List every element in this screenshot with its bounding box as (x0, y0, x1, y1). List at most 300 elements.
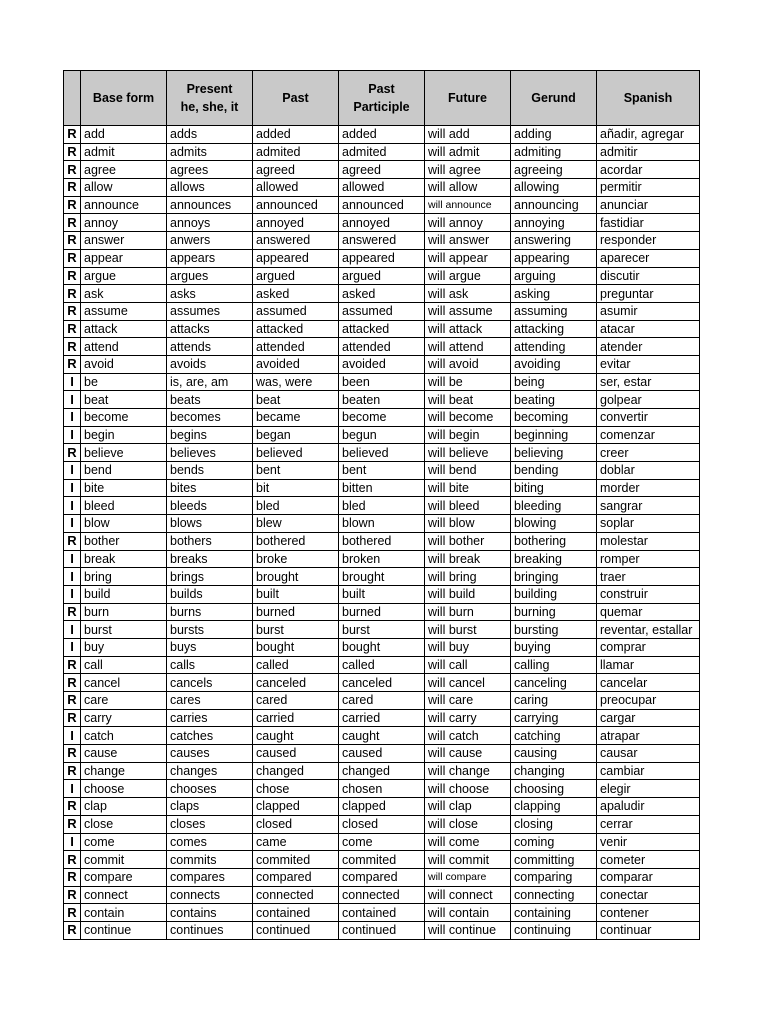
past-cell: bought (253, 638, 339, 656)
participle-cell: beaten (339, 391, 425, 409)
participle-cell: attacked (339, 320, 425, 338)
future-cell: will burn (425, 603, 511, 621)
type-cell: R (64, 851, 81, 869)
future-cell: will continue (425, 921, 511, 939)
present-cell: adds (167, 126, 253, 144)
past-cell: agreed (253, 161, 339, 179)
spanish-cell: preguntar (597, 285, 700, 303)
type-cell: R (64, 267, 81, 285)
past-cell: carried (253, 709, 339, 727)
present-cell: compares (167, 868, 253, 886)
spanish-cell: sangrar (597, 497, 700, 515)
gerund-cell: asking (511, 285, 597, 303)
present-cell: allows (167, 179, 253, 197)
table-row (64, 780, 700, 798)
present-cell: claps (167, 798, 253, 816)
present-cell: appears (167, 249, 253, 267)
gerund-cell: comparing (511, 868, 597, 886)
past-cell: announced (253, 196, 339, 214)
spanish-cell: admitir (597, 143, 700, 161)
spanish-cell: evitar (597, 355, 700, 373)
past-cell: brought (253, 568, 339, 586)
past-cell: attended (253, 338, 339, 356)
gerund-cell: attacking (511, 320, 597, 338)
future-cell: will annoy (425, 214, 511, 232)
table-row (64, 249, 700, 267)
header-participle-line1: Past (368, 82, 395, 96)
base-form-cell: bite (81, 479, 167, 497)
participle-cell: connected (339, 886, 425, 904)
present-cell: admits (167, 143, 253, 161)
spanish-cell: comenzar (597, 426, 700, 444)
base-form-cell: cause (81, 745, 167, 763)
participle-cell: bled (339, 497, 425, 515)
future-cell: will admit (425, 143, 511, 161)
present-cell: asks (167, 285, 253, 303)
spanish-cell: golpear (597, 391, 700, 409)
base-form-cell: continue (81, 921, 167, 939)
future-cell: will buy (425, 638, 511, 656)
gerund-cell: blowing (511, 515, 597, 533)
future-cell: will cancel (425, 674, 511, 692)
base-form-cell: add (81, 126, 167, 144)
participle-cell: become (339, 409, 425, 427)
past-cell: canceled (253, 674, 339, 692)
type-cell: I (64, 462, 81, 480)
table-row (64, 851, 700, 869)
present-cell: calls (167, 656, 253, 674)
gerund-cell: connecting (511, 886, 597, 904)
table-row (64, 143, 700, 161)
type-cell: R (64, 798, 81, 816)
future-cell: will agree (425, 161, 511, 179)
gerund-cell: buying (511, 638, 597, 656)
present-cell: announces (167, 196, 253, 214)
spanish-cell: acordar (597, 161, 700, 179)
table-row (64, 904, 700, 922)
past-cell: built (253, 585, 339, 603)
participle-cell: bought (339, 638, 425, 656)
header-participle-line2: Participle (353, 100, 410, 114)
header-future: Future (425, 71, 511, 126)
header-present-line1: Present (186, 82, 233, 96)
gerund-cell: assuming (511, 302, 597, 320)
base-form-cell: clap (81, 798, 167, 816)
participle-cell: agreed (339, 161, 425, 179)
table-row (64, 338, 700, 356)
spanish-cell: continuar (597, 921, 700, 939)
gerund-cell: beating (511, 391, 597, 409)
spanish-cell: soplar (597, 515, 700, 533)
table-row (64, 798, 700, 816)
base-form-cell: beat (81, 391, 167, 409)
table-row (64, 568, 700, 586)
present-cell: is, are, am (167, 373, 253, 391)
gerund-cell: believing (511, 444, 597, 462)
participle-cell: chosen (339, 780, 425, 798)
future-cell: will carry (425, 709, 511, 727)
future-cell: will argue (425, 267, 511, 285)
gerund-cell: biting (511, 479, 597, 497)
table-row (64, 692, 700, 710)
type-cell: R (64, 143, 81, 161)
present-cell: becomes (167, 409, 253, 427)
present-cell: annoys (167, 214, 253, 232)
past-cell: beat (253, 391, 339, 409)
participle-cell: changed (339, 762, 425, 780)
participle-cell: assumed (339, 302, 425, 320)
gerund-cell: bringing (511, 568, 597, 586)
present-cell: anwers (167, 232, 253, 250)
past-cell: annoyed (253, 214, 339, 232)
gerund-cell: carrying (511, 709, 597, 727)
gerund-cell: coming (511, 833, 597, 851)
past-cell: contained (253, 904, 339, 922)
present-cell: attends (167, 338, 253, 356)
header-spanish: Spanish (597, 71, 700, 126)
present-cell: bothers (167, 532, 253, 550)
table-row (64, 603, 700, 621)
future-cell: will begin (425, 426, 511, 444)
base-form-cell: change (81, 762, 167, 780)
base-form-cell: argue (81, 267, 167, 285)
type-cell: R (64, 904, 81, 922)
gerund-cell: agreeing (511, 161, 597, 179)
spanish-cell: fastidiar (597, 214, 700, 232)
past-cell: commited (253, 851, 339, 869)
spanish-cell: añadir, agregar (597, 126, 700, 144)
present-cell: catches (167, 727, 253, 745)
spanish-cell: creer (597, 444, 700, 462)
table-row (64, 355, 700, 373)
spanish-cell: permitir (597, 179, 700, 197)
participle-cell: allowed (339, 179, 425, 197)
spanish-cell: quemar (597, 603, 700, 621)
type-cell: R (64, 674, 81, 692)
table-row (64, 409, 700, 427)
spanish-cell: comprar (597, 638, 700, 656)
past-cell: appeared (253, 249, 339, 267)
type-cell: R (64, 355, 81, 373)
spanish-cell: cancelar (597, 674, 700, 692)
participle-cell: been (339, 373, 425, 391)
spanish-cell: apaludir (597, 798, 700, 816)
participle-cell: commited (339, 851, 425, 869)
gerund-cell: answering (511, 232, 597, 250)
present-cell: causes (167, 745, 253, 763)
table-row (64, 214, 700, 232)
type-cell: I (64, 426, 81, 444)
present-cell: cancels (167, 674, 253, 692)
table-row (64, 515, 700, 533)
future-cell: will bring (425, 568, 511, 586)
participle-cell: caught (339, 727, 425, 745)
base-form-cell: burn (81, 603, 167, 621)
type-cell: R (64, 656, 81, 674)
table-row (64, 550, 700, 568)
future-cell: will appear (425, 249, 511, 267)
participle-cell: appeared (339, 249, 425, 267)
participle-cell: canceled (339, 674, 425, 692)
base-form-cell: bend (81, 462, 167, 480)
participle-cell: argued (339, 267, 425, 285)
gerund-cell: choosing (511, 780, 597, 798)
future-cell: will close (425, 815, 511, 833)
base-form-cell: connect (81, 886, 167, 904)
future-cell: will catch (425, 727, 511, 745)
spanish-cell: conectar (597, 886, 700, 904)
present-cell: believes (167, 444, 253, 462)
past-cell: admited (253, 143, 339, 161)
base-form-cell: announce (81, 196, 167, 214)
participle-cell: asked (339, 285, 425, 303)
future-cell: will answer (425, 232, 511, 250)
present-cell: argues (167, 267, 253, 285)
spanish-cell: responder (597, 232, 700, 250)
gerund-cell: beginning (511, 426, 597, 444)
table-row (64, 444, 700, 462)
past-cell: caused (253, 745, 339, 763)
participle-cell: bothered (339, 532, 425, 550)
gerund-cell: clapping (511, 798, 597, 816)
base-form-cell: bother (81, 532, 167, 550)
base-form-cell: cancel (81, 674, 167, 692)
future-cell: will blow (425, 515, 511, 533)
gerund-cell: catching (511, 727, 597, 745)
present-cell: continues (167, 921, 253, 939)
future-cell: will build (425, 585, 511, 603)
past-cell: believed (253, 444, 339, 462)
gerund-cell: annoying (511, 214, 597, 232)
participle-cell: added (339, 126, 425, 144)
spanish-cell: comparar (597, 868, 700, 886)
future-cell: will add (425, 126, 511, 144)
past-cell: came (253, 833, 339, 851)
table-body (64, 126, 700, 940)
spanish-cell: llamar (597, 656, 700, 674)
table-row (64, 267, 700, 285)
future-cell: will believe (425, 444, 511, 462)
base-form-cell: carry (81, 709, 167, 727)
participle-cell: announced (339, 196, 425, 214)
future-cell: will cause (425, 745, 511, 763)
past-cell: cared (253, 692, 339, 710)
base-form-cell: call (81, 656, 167, 674)
gerund-cell: bothering (511, 532, 597, 550)
type-cell: I (64, 550, 81, 568)
present-cell: begins (167, 426, 253, 444)
participle-cell: admited (339, 143, 425, 161)
type-cell: R (64, 762, 81, 780)
type-cell: R (64, 214, 81, 232)
type-cell: I (64, 409, 81, 427)
participle-cell: burned (339, 603, 425, 621)
type-cell: I (64, 479, 81, 497)
present-cell: contains (167, 904, 253, 922)
gerund-cell: changing (511, 762, 597, 780)
gerund-cell: building (511, 585, 597, 603)
base-form-cell: bleed (81, 497, 167, 515)
table-row (64, 285, 700, 303)
type-cell: R (64, 745, 81, 763)
participle-cell: clapped (339, 798, 425, 816)
base-form-cell: become (81, 409, 167, 427)
base-form-cell: blow (81, 515, 167, 533)
present-cell: connects (167, 886, 253, 904)
gerund-cell: canceling (511, 674, 597, 692)
present-cell: attacks (167, 320, 253, 338)
future-cell: will attack (425, 320, 511, 338)
future-cell: will avoid (425, 355, 511, 373)
gerund-cell: arguing (511, 267, 597, 285)
type-cell: R (64, 196, 81, 214)
past-cell: clapped (253, 798, 339, 816)
spanish-cell: atacar (597, 320, 700, 338)
type-cell: I (64, 780, 81, 798)
future-cell: will clap (425, 798, 511, 816)
future-cell: will commit (425, 851, 511, 869)
gerund-cell: being (511, 373, 597, 391)
past-cell: burst (253, 621, 339, 639)
participle-cell: called (339, 656, 425, 674)
type-cell: I (64, 515, 81, 533)
present-cell: cares (167, 692, 253, 710)
participle-cell: answered (339, 232, 425, 250)
type-cell: R (64, 179, 81, 197)
participle-cell: carried (339, 709, 425, 727)
type-cell: R (64, 126, 81, 144)
spanish-cell: convertir (597, 409, 700, 427)
spanish-cell: cambiar (597, 762, 700, 780)
table-row (64, 426, 700, 444)
participle-cell: come (339, 833, 425, 851)
future-cell: will become (425, 409, 511, 427)
participle-cell: compared (339, 868, 425, 886)
participle-cell: bitten (339, 479, 425, 497)
spanish-cell: cargar (597, 709, 700, 727)
future-cell: will choose (425, 780, 511, 798)
table-row (64, 462, 700, 480)
past-cell: blew (253, 515, 339, 533)
table-row (64, 762, 700, 780)
spanish-cell: atender (597, 338, 700, 356)
header-present (167, 71, 253, 126)
type-cell: R (64, 285, 81, 303)
gerund-cell: closing (511, 815, 597, 833)
base-form-cell: catch (81, 727, 167, 745)
spanish-cell: venir (597, 833, 700, 851)
base-form-cell: admit (81, 143, 167, 161)
type-cell: R (64, 886, 81, 904)
past-cell: broke (253, 550, 339, 568)
gerund-cell: caring (511, 692, 597, 710)
header-row (64, 71, 700, 126)
spanish-cell: atrapar (597, 727, 700, 745)
header-present-line2: he, she, it (180, 100, 239, 114)
present-cell: blows (167, 515, 253, 533)
gerund-cell: allowing (511, 179, 597, 197)
table-row (64, 745, 700, 763)
spanish-cell: asumir (597, 302, 700, 320)
participle-cell: broken (339, 550, 425, 568)
past-cell: bothered (253, 532, 339, 550)
present-cell: beats (167, 391, 253, 409)
present-cell: bites (167, 479, 253, 497)
table-row (64, 126, 700, 144)
gerund-cell: continuing (511, 921, 597, 939)
table-row (64, 833, 700, 851)
table-row (64, 373, 700, 391)
type-cell: R (64, 302, 81, 320)
base-form-cell: answer (81, 232, 167, 250)
participle-cell: caused (339, 745, 425, 763)
spanish-cell: ser, estar (597, 373, 700, 391)
participle-cell: burst (339, 621, 425, 639)
future-cell: will break (425, 550, 511, 568)
past-cell: closed (253, 815, 339, 833)
base-form-cell: choose (81, 780, 167, 798)
base-form-cell: come (81, 833, 167, 851)
gerund-cell: bursting (511, 621, 597, 639)
base-form-cell: appear (81, 249, 167, 267)
present-cell: comes (167, 833, 253, 851)
type-cell: I (64, 391, 81, 409)
participle-cell: attended (339, 338, 425, 356)
past-cell: called (253, 656, 339, 674)
future-cell: will attend (425, 338, 511, 356)
gerund-cell: causing (511, 745, 597, 763)
table-row (64, 638, 700, 656)
type-cell: R (64, 338, 81, 356)
gerund-cell: containing (511, 904, 597, 922)
past-cell: answered (253, 232, 339, 250)
participle-cell: built (339, 585, 425, 603)
header-past: Past (253, 71, 339, 126)
spanish-cell: elegir (597, 780, 700, 798)
present-cell: bleeds (167, 497, 253, 515)
table-row (64, 585, 700, 603)
spanish-cell: contener (597, 904, 700, 922)
type-cell: R (64, 249, 81, 267)
table-row (64, 727, 700, 745)
base-form-cell: agree (81, 161, 167, 179)
gerund-cell: attending (511, 338, 597, 356)
base-form-cell: begin (81, 426, 167, 444)
table-row (64, 302, 700, 320)
base-form-cell: break (81, 550, 167, 568)
spanish-cell: cerrar (597, 815, 700, 833)
base-form-cell: contain (81, 904, 167, 922)
type-cell: I (64, 568, 81, 586)
base-form-cell: allow (81, 179, 167, 197)
spanish-cell: cometer (597, 851, 700, 869)
type-cell: R (64, 709, 81, 727)
type-cell: R (64, 161, 81, 179)
spanish-cell: preocupar (597, 692, 700, 710)
spanish-cell: doblar (597, 462, 700, 480)
past-cell: burned (253, 603, 339, 621)
type-cell: I (64, 621, 81, 639)
gerund-cell: burning (511, 603, 597, 621)
past-cell: changed (253, 762, 339, 780)
spanish-cell: causar (597, 745, 700, 763)
base-form-cell: bring (81, 568, 167, 586)
gerund-cell: bleeding (511, 497, 597, 515)
base-form-cell: attack (81, 320, 167, 338)
base-form-cell: attend (81, 338, 167, 356)
participle-cell: blown (339, 515, 425, 533)
past-cell: assumed (253, 302, 339, 320)
